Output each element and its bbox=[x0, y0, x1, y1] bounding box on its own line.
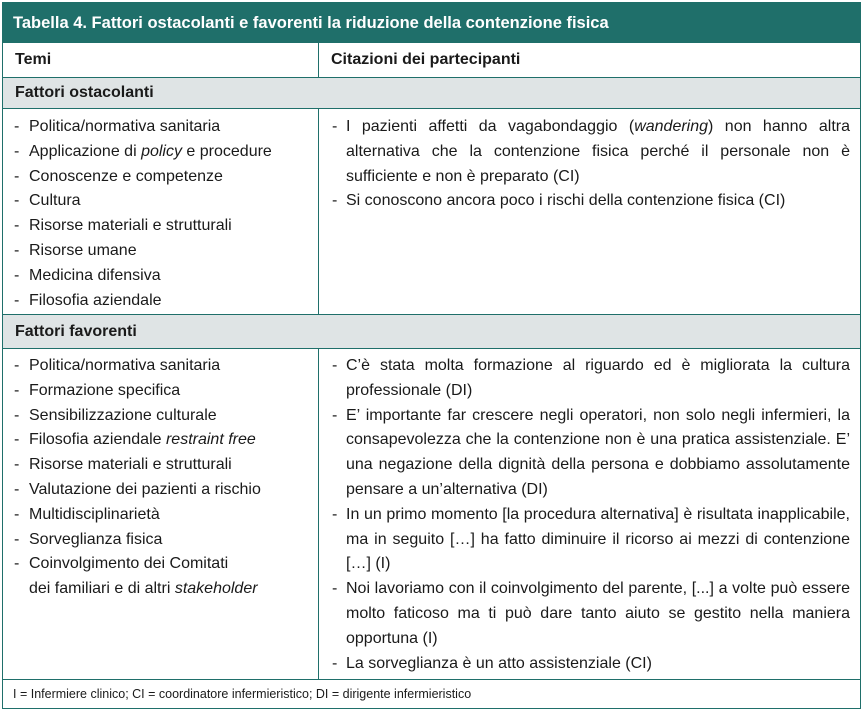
quotes-list-favorenti bbox=[319, 354, 860, 676]
quote-item: - La sorveglianza è un atto assistenziale (CI) bbox=[319, 652, 860, 677]
theme-item: - Conoscenze e competenze bbox=[3, 165, 318, 190]
quote-item: - Si conoscono ancora poco i rischi della contenzione fisica (CI) bbox=[319, 189, 860, 214]
theme-item: - Cultura bbox=[3, 189, 318, 214]
theme-item: - Formazione specifica bbox=[3, 379, 318, 404]
theme-item: - Medicina difensiva bbox=[3, 264, 318, 289]
theme-item: - Valutazione dei pazienti a rischio bbox=[3, 478, 318, 503]
theme-item: - Filosofia aziendale restraint free bbox=[3, 428, 318, 453]
themes-cell-ostacolanti bbox=[3, 109, 319, 314]
theme-item: - Multidisciplinarietà bbox=[3, 503, 318, 528]
quote-item: - In un primo momento [la procedura alternativa] è risultata inapplicabile, ma in seguito […] ha fatto diminuire il ricorso ai mezzi di contenzione […] (I) bbox=[319, 503, 860, 577]
theme-item: - Filosofia aziendale bbox=[3, 289, 318, 314]
theme-item: - Sensibilizzazione culturale bbox=[3, 404, 318, 429]
quotes-list-ostacolanti bbox=[319, 115, 860, 214]
theme-item: - Politica/normativa sanitaria bbox=[3, 354, 318, 379]
themes-cell-favorenti bbox=[3, 349, 319, 679]
quotes-cell-favorenti bbox=[319, 349, 860, 679]
section-heading-ostacolanti: Fattori ostacolanti bbox=[3, 78, 860, 108]
section-heading-favorenti: Fattori favorenti bbox=[3, 315, 860, 348]
theme-item: - Applicazione di policy e procedure bbox=[3, 140, 318, 165]
theme-item: - Risorse umane bbox=[3, 239, 318, 264]
footnote: I = Infermiere clinico; CI = coordinatore infermieristico; DI = dirigente infermieristico bbox=[13, 687, 472, 701]
theme-item: - Sorveglianza fisica bbox=[3, 528, 318, 553]
column-header-citazioni: Citazioni dei partecipanti bbox=[319, 43, 860, 77]
theme-item: - Risorse materiali e strutturali bbox=[3, 453, 318, 478]
quotes-cell-ostacolanti bbox=[319, 109, 860, 314]
column-header-temi: Temi bbox=[3, 43, 319, 77]
theme-item: - Coinvolgimento dei Comitati dei familiari e di altri stakeholder bbox=[3, 552, 318, 602]
table-title: Tabella 4. Fattori ostacolanti e favorenti la riduzione della contenzione fisica bbox=[3, 3, 860, 43]
quote-item: - I pazienti affetti da vagabondaggio (wandering) non hanno altra alternativa che la contenzione fisica perché il personale non è sufficiente e non è preparato (CI) bbox=[319, 115, 860, 189]
table-4 bbox=[2, 2, 861, 709]
quote-item: - C’è stata molta formazione al riguardo ed è migliorata la cultura professionale (DI) bbox=[319, 354, 860, 404]
theme-item: - Risorse materiali e strutturali bbox=[3, 214, 318, 239]
quote-item: - Noi lavoriamo con il coinvolgimento del parente, [...] a volte può essere molto faticoso ma ti può dare tanto aiuto se gestito nella maniera opportuna (I) bbox=[319, 577, 860, 651]
themes-list-ostacolanti bbox=[3, 115, 318, 313]
quote-item: - E’ importante far crescere negli operatori, non solo negli infermieri, la consapevolezza che la contenzione non è una pratica assistenziale. E’ una negazione della dignità della persona e dobbiamo assolutamente pensare a un’alternativa (DI) bbox=[319, 404, 860, 503]
themes-list-favorenti bbox=[3, 354, 318, 602]
theme-item: - Politica/normativa sanitaria bbox=[3, 115, 318, 140]
